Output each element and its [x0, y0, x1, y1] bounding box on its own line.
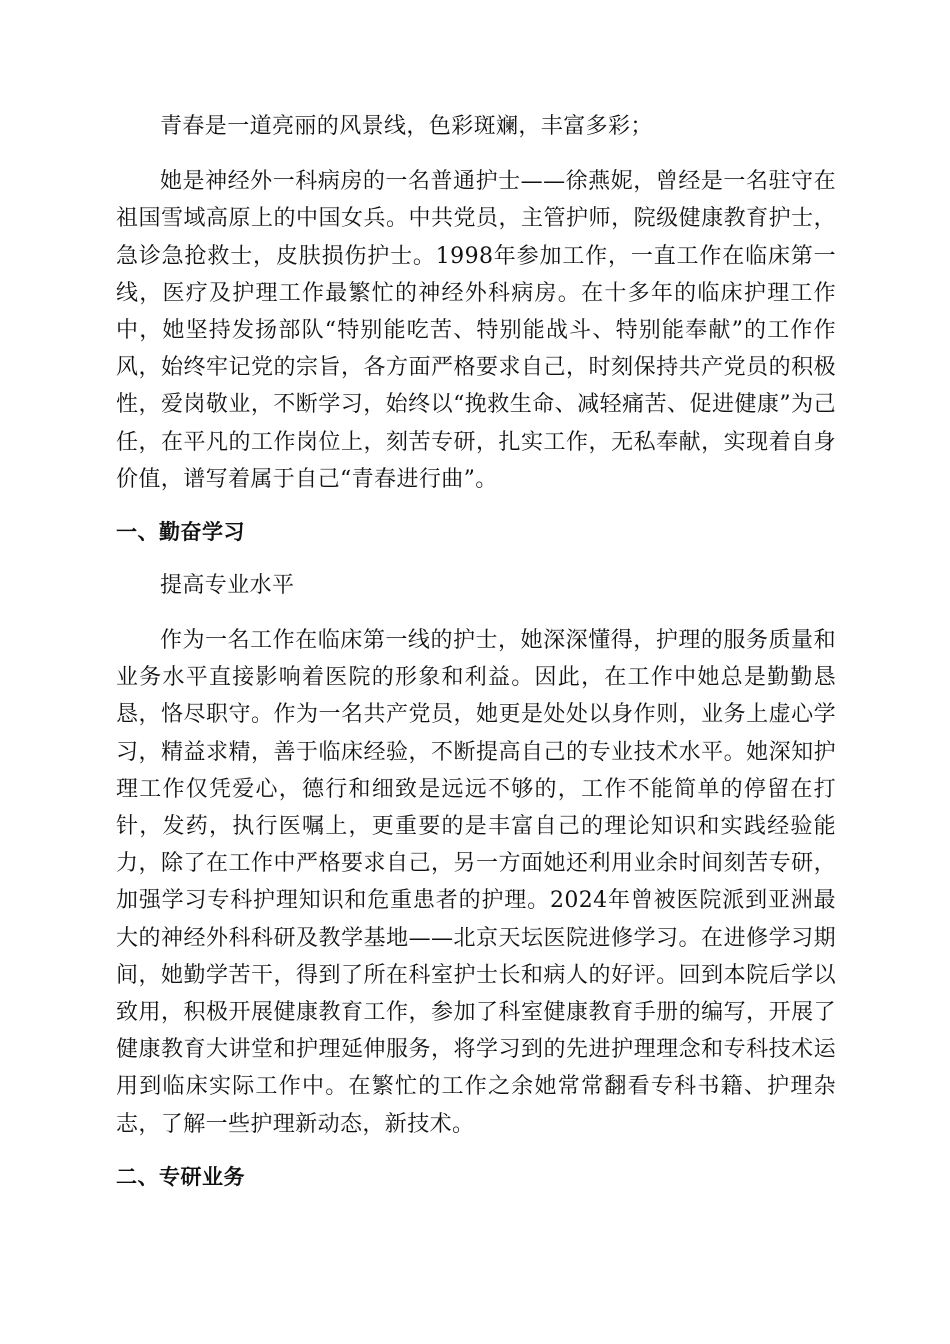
- intro-paragraph: 她是神经外一科病房的一名普通护士——徐燕妮，曾经是一名驻守在祖国雪域高原上的中国女兵。中共党员，主管护师，院级健康教育护士，急诊急抢救士，皮肤损伤护士。1998年参加工作，一直工作在临床第一线，医疗及护理工作最繁忙的神经外科病房。在十多年的临床护理工作中，她坚持发扬部队“特别能吃苦、特别能战斗、特别能奉献”的工作作风，始终牢记党的宗旨，各方面严格要求自己，时刻保持共产党员的积极性，爱岗敬业，不断学习，始终以“挽救生命、减轻痛苦、促进健康”为己任，在平凡的工作岗位上，刻苦专研，扎实工作，无私奉献，实现着自身价值，谱写着属于自己“青春进行曲”。: [116, 169, 836, 492]
- section-heading-2: 二、专研业务: [116, 1164, 245, 1189]
- document-page: [116, 108, 836, 1212]
- intro-line: 青春是一道亮丽的风景线，色彩斑斓，丰富多彩；: [160, 114, 653, 139]
- section-heading-1: 一、勤奋学习: [116, 520, 245, 545]
- section-body-1: 作为一名工作在临床第一线的护士，她深深懂得，护理的服务质量和业务水平直接影响着医院的形象和利益。因此，在工作中她总是勤勤恳恳，恪尽职守。作为一名共产党员，她更是处处以身作则，业务上虚心学习，精益求精，善于临床经验，不断提高自己的专业技术水平。她深知护理工作仅凭爱心，德行和细致是远远不够的，工作不能简单的停留在打针，发药，执行医嘱上，更重要的是丰富自己的理论知识和实践经验能力，除了在工作中严格要求自己，另一方面她还利用业余时间刻苦专研，加强学习专科护理知识和危重患者的护理。2024年曾被医院派到亚洲最大的神经外科科研及教学基地——北京天坛医院进修学习。在进修学习期间，她勤学苦干，得到了所在科室护士长和病人的好评。回到本院后学以致用，积极开展健康教育工作，参加了科室健康教育手册的编写，开展了健康教育大讲堂和护理延伸服务，将学习到的先进护理理念和专科技术运用到临床实际工作中。在繁忙的工作之余她常常翻看专科书籍、护理杂志，了解一些护理新动态，新技术。: [116, 628, 836, 1137]
- section-subheading-1: 提高专业水平: [160, 573, 295, 599]
